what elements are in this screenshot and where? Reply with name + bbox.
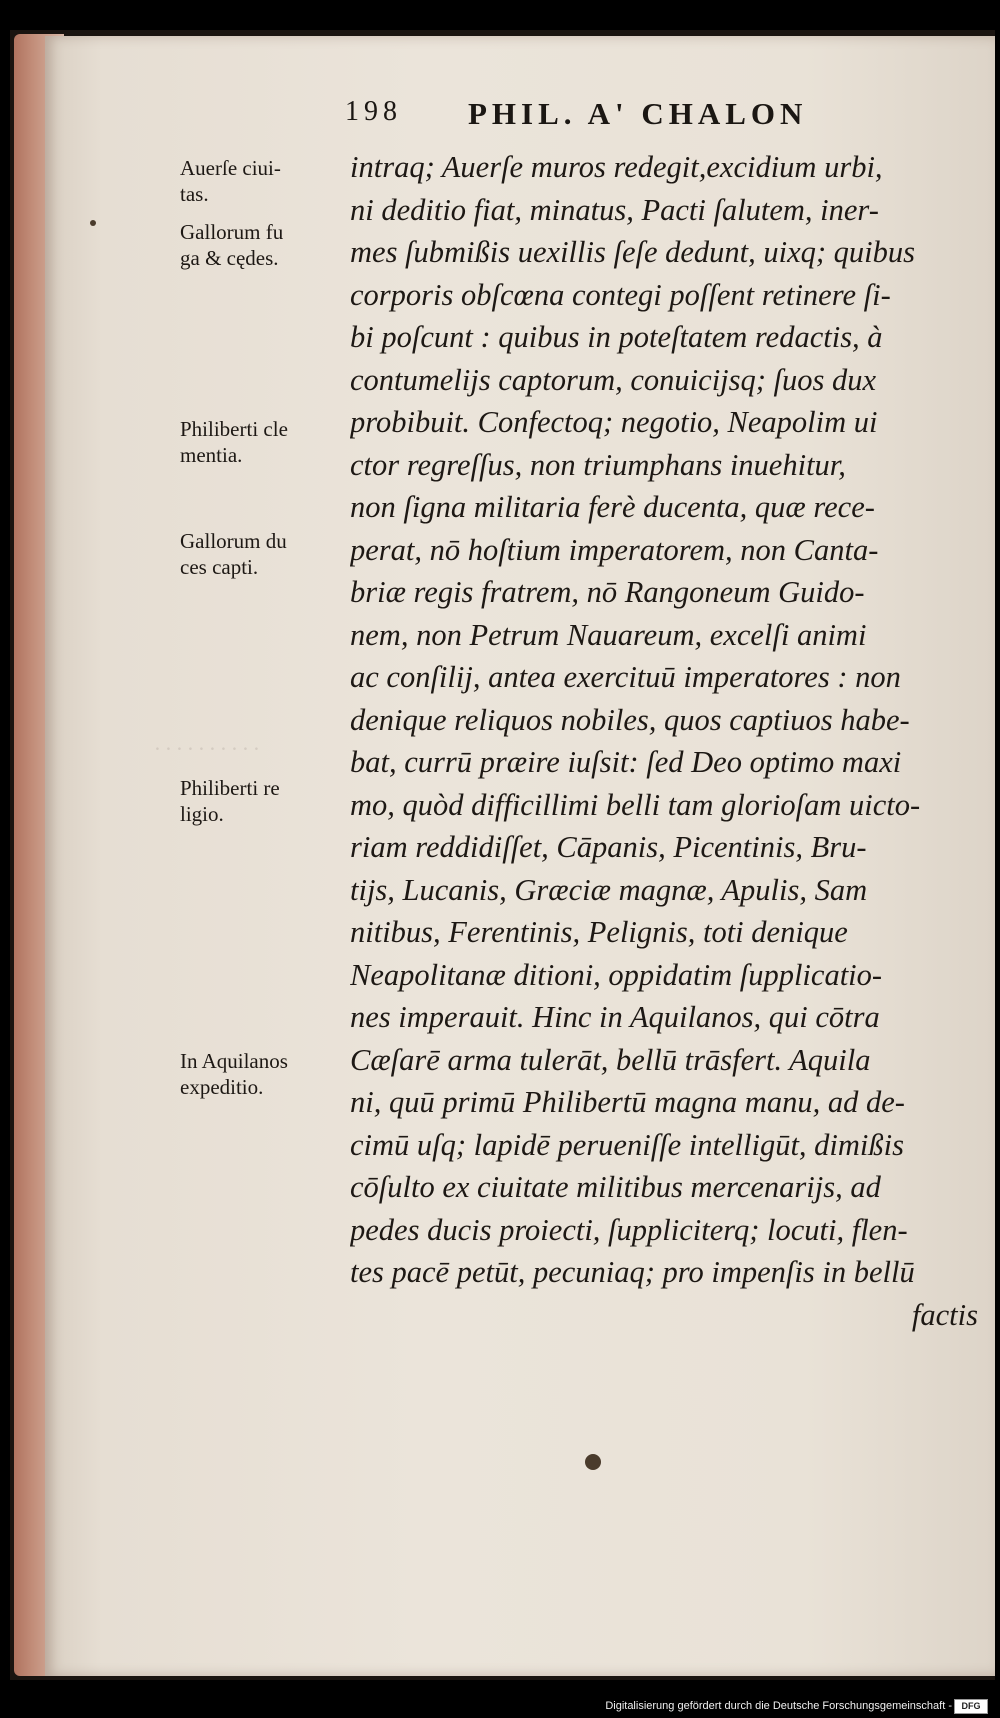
text-line: non ſigna militaria ferè ducenta, quæ rece- [350, 490, 875, 524]
text-line: nitibus, Ferentinis, Pelignis, toti denique [350, 915, 848, 949]
text-line: riam reddidiſſet, Cāpanis, Picentinis, Bru- [350, 830, 867, 864]
text-line: bat, currū præire iuſsit: ſed Deo optimo maxi [350, 745, 902, 779]
text-line: tijs, Lucanis, Græciæ magnæ, Apulis, Sam [350, 872, 868, 907]
marginal-note [180, 219, 340, 271]
marginal-line: Auerſe ciui- [180, 156, 281, 180]
paper-spot [90, 220, 96, 226]
text-line: ac conſilij, antea exercituū imperatores : non [350, 660, 901, 694]
text-line: contumelijs captorum, conuicijsq; ſuos dux [350, 362, 877, 397]
marginal-note [180, 416, 340, 468]
text-line: tes pacē petūt, pecuniaq; pro impenſis in bellū [350, 1255, 915, 1289]
page-number: 198 [345, 96, 402, 127]
show-through-text: · · · · · · · · · · [155, 736, 260, 761]
text-line: denique reliquos nobiles, quos captiuos habe- [350, 702, 910, 737]
text-line: bi poſcunt : quibus in poteſtatem redactis, à [350, 320, 883, 354]
marginal-line: ces capti. [180, 555, 259, 579]
paper-spot [585, 1454, 601, 1470]
marginal-line: In Aquilanos [180, 1049, 288, 1073]
main-text-block [350, 146, 982, 1336]
marginal-line: expeditio. [180, 1075, 264, 1099]
text-line: Cæſarē arma tulerāt, bellū trāsfert. Aquila [350, 1042, 871, 1077]
funding-credit: Digitalisierung gefördert durch die Deutsche Forschungsgemeinschaft - [605, 1700, 952, 1712]
text-line: intraq; Auerſe muros redegit,excidium urbi, [350, 150, 883, 184]
running-head: PHIL. A' CHALON [468, 96, 808, 131]
text-line: Neapolitanæ ditioni, oppidatim ſupplicatio- [350, 957, 883, 992]
text-line: pedes ducis proiecti, ſuppliciterq; locuti, flen- [350, 1212, 908, 1247]
marginal-line: Philiberti re [180, 776, 280, 800]
text-line: corporis obſcœna contegi poſſent retinere ſi- [350, 277, 891, 312]
text-line: nes imperauit. Hinc in Aquilanos, qui cōtra [350, 1000, 880, 1034]
marginal-note [180, 528, 340, 580]
text-line: nem, non Petrum Nauareum, excelſi animi [350, 617, 867, 652]
text-line: ni, quū primū Philibertū magna manu, ad de- [350, 1085, 905, 1119]
marginal-line: ga & cędes. [180, 246, 279, 270]
text-line: perat, nō hoſtium imperatorem, non Canta- [350, 532, 879, 567]
marginal-note [180, 155, 340, 207]
text-line: briæ regis fratrem, nō Rangoneum Guido- [350, 575, 865, 609]
marginal-line: Gallorum fu [180, 220, 284, 244]
text-line: cōſulto ex ciuitate militibus mercenarijs, ad [350, 1170, 881, 1204]
text-line: cimū uſq; lapidē perueniſſe intelligūt, dimißis [350, 1127, 905, 1162]
text-line: mes ſubmißis uexillis ſeſe dedunt, uixq; quibus [350, 235, 916, 269]
text-line: ctor regreſſus, non triumphans inuehitur, [350, 447, 846, 482]
dfg-logo: DFG [954, 1699, 988, 1714]
marginal-line: ligio. [180, 802, 224, 826]
marginal-line: tas. [180, 182, 209, 206]
marginal-note [180, 1048, 340, 1100]
marginal-note [180, 775, 340, 827]
marginal-line: Philiberti cle [180, 417, 288, 441]
text-line: probibuit. Confectoq; negotio, Neapolim ui [350, 405, 878, 439]
text-line: mo, quòd difficillimi belli tam glorioſam uicto- [350, 787, 921, 822]
marginal-line: Gallorum du [180, 529, 287, 553]
marginal-line: mentia. [180, 443, 243, 467]
text-line: ni deditio fiat, minatus, Pacti ſalutem, iner- [350, 192, 879, 227]
catchword: factis [911, 1297, 978, 1332]
